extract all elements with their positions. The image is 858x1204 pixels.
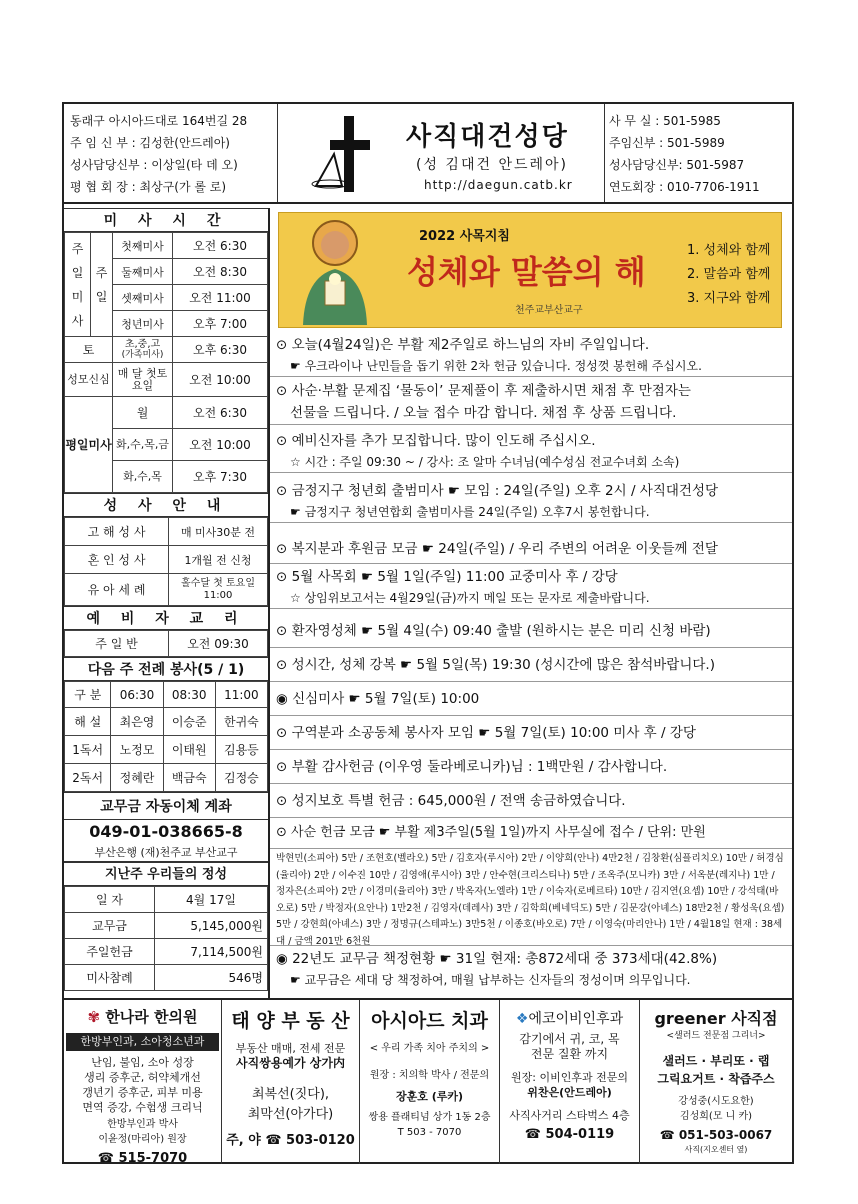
offering-value: 546명 xyxy=(155,965,268,991)
announcement-main: ⊙ 구역분과 소공동체 봉사자 모임 ☛ 5월 7일(토) 10:00 미사 후 / 강당 xyxy=(276,725,696,741)
weekday-name: 화,수,목 xyxy=(113,461,173,493)
offering-table xyxy=(64,886,268,991)
phone-pastor: 주임신부 : 501-5989 xyxy=(609,136,725,150)
ad-asiad-dental xyxy=(360,1000,500,1164)
service-header: 08:30 xyxy=(163,682,215,708)
ad-tel: 주, 야 ☎ 503-0120 xyxy=(226,1133,355,1148)
mass-name: 셋째미사 xyxy=(113,285,173,311)
service-title: 다음 주 전례 봉사(5 / 1) xyxy=(64,657,268,681)
council-president: 평 협 회 장 : 최상구(가 롤 로) xyxy=(70,180,227,194)
announcement-sub: ☛ 금정지구 청년연합회 출범미사를 24일(주일) 오후7시 봉헌합니다. xyxy=(290,505,650,519)
ad-title: 아시아드 치과 xyxy=(371,1010,488,1032)
catechism-title: 예 비 자 교 리 xyxy=(64,606,268,630)
mass-title: 미 사 시 간 xyxy=(64,208,268,232)
sacrament-value: 매 미사30분 전 xyxy=(169,518,268,546)
header-left-info xyxy=(64,104,278,202)
service-cell: 김정승 xyxy=(215,764,267,792)
ad-line: 부동산 매매, 전세 전문 xyxy=(235,1042,346,1055)
banner-point: 3. 지구와 함께 xyxy=(687,291,771,306)
mass-name: 청년미사 xyxy=(113,311,173,337)
ad-line: 원장: 이비인후과 전문의 xyxy=(511,1071,628,1084)
service-cell: 1독서 xyxy=(65,736,111,764)
ads-row xyxy=(64,998,792,1164)
ad-tel: ☎ 515-7070 xyxy=(97,1151,188,1164)
ad-line: 샐러드 · 부리또 · 랩 xyxy=(662,1054,770,1068)
sacrament-value: 홀수달 첫 토요일 11:00 xyxy=(169,574,268,606)
sacrament-title: 성 사 안 내 xyxy=(64,493,268,517)
announcement-sub: ☛ 우크라이나 난민들을 돕기 위한 2차 헌금 있습니다. 정성껏 봉헌해 주십시오. xyxy=(290,359,702,373)
banner-org: 천주교부산교구 xyxy=(515,305,583,316)
ad-line: 위찬은(안드레아) xyxy=(527,1086,612,1099)
service-cell: 해 설 xyxy=(65,708,111,736)
ad-line: < 우리 가족 치아 주치의 > xyxy=(369,1043,490,1054)
ad-line: <샐러드 전문점 그리너> xyxy=(666,1031,766,1041)
header xyxy=(64,104,792,204)
eco-logo-icon: ❖ xyxy=(515,1011,529,1027)
sacrament-name: 혼 인 성 사 xyxy=(65,546,169,574)
ad-line: 장훈호 (루카) xyxy=(395,1090,463,1103)
saturday-label: 토 xyxy=(65,337,113,363)
offering-value: 4월 17일 xyxy=(155,887,268,913)
sacrament-name: 고 해 성 사 xyxy=(65,518,169,546)
announcement xyxy=(270,616,792,648)
mass-time: 오후 7:00 xyxy=(173,311,268,337)
ad-line: 쌍용 플래티넘 상가 1동 2층 xyxy=(368,1112,491,1123)
banner-point: 2. 말씀과 함께 xyxy=(687,267,771,282)
account-number: 049-01-038665-8 xyxy=(89,822,243,841)
church-name: 사직대건성당 xyxy=(406,122,569,152)
announcement-main: ◉ 22년도 교무금 책정현황 ☛ 31일 현재: 총872세대 중 373세대(42.8%) xyxy=(276,951,718,967)
banner-year-title: 2022 사목지침 xyxy=(419,229,510,244)
church-url[interactable]: http://daegun.catb.kr xyxy=(424,178,573,192)
phone-office: 사 무 실 : 501-5985 xyxy=(609,114,721,128)
left-column xyxy=(64,208,270,998)
mass-time: 오전 6:30 xyxy=(173,233,268,259)
ad-taeyang-realestate xyxy=(222,1000,360,1164)
header-center xyxy=(278,104,604,202)
service-cell: 2독서 xyxy=(65,764,111,792)
ad-dept: 한방부인과, 소아청소년과 xyxy=(66,1033,219,1051)
first-saturday-time: 오전 10:00 xyxy=(173,363,268,397)
first-saturday-name: 매 달 첫토요일 xyxy=(113,363,173,397)
ad-title: ❖에코이비인후과 xyxy=(515,1011,624,1027)
weekday-name: 화,수,목,금 xyxy=(113,429,173,461)
church-subtitle: (성 김대건 안드레아) xyxy=(416,157,569,173)
ad-tel: ☎ 051-503-0067 xyxy=(659,1128,773,1142)
sacrament-value: 1개월 전 신청 xyxy=(169,546,268,574)
account-title: 교무금 자동이체 계좌 xyxy=(64,792,268,820)
announcement-main: ◉ 신심미사 ☛ 5월 7일(토) 10:00 xyxy=(276,691,480,707)
announcement-main: ⊙ 부활 감사헌금 (이우영 둘라베로니카)님 : 1백만원 / 감사합니다. xyxy=(276,759,668,775)
mass-time: 오전 8:30 xyxy=(173,259,268,285)
saint-figure-icon xyxy=(285,217,385,327)
announcement-main: ⊙ 복지분과 후원금 모금 ☛ 24일(주일) / 우리 주변의 어려운 이웃들께 전달 xyxy=(276,541,718,557)
service-header: 06:30 xyxy=(111,682,163,708)
announcement-main: ⊙ 사순 헌금 모금 ☛ 부활 제3주일(5월 1일)까지 사무실에 접수 / 단위: 만원 xyxy=(276,825,706,840)
mass-time: 오전 11:00 xyxy=(173,285,268,311)
offering-value: 7,114,500원 xyxy=(155,939,268,965)
phone-assistant: 성사담당신부: 501-5987 xyxy=(609,158,745,172)
ad-line: 한방부인과 박사 xyxy=(107,1119,178,1130)
service-cell: 한귀숙 xyxy=(215,708,267,736)
ad-line: 김성희(모 니 카) xyxy=(679,1111,753,1122)
ad-line: 그릭요거트 · 착즙주스 xyxy=(657,1072,775,1086)
announcement-main: ⊙ 금정지구 청년회 출범미사 ☛ 모임 : 24일(주일) 오후 2시 / 사직대건성당 xyxy=(276,483,719,499)
announcement xyxy=(270,430,792,473)
service-cell: 최은영 xyxy=(111,708,163,736)
church-logo-icon xyxy=(308,114,388,194)
announcement xyxy=(270,948,792,998)
ad-line: 사직쌍용예가 상가内 xyxy=(236,1056,345,1070)
service-cell: 정혜란 xyxy=(111,764,163,792)
ad-line: 이윤정(마리아) 원장 xyxy=(98,1134,187,1145)
catechism-name: 주 일 반 xyxy=(65,631,169,657)
assistant-priest: 성사담당신부 : 이상일(타 데 오) xyxy=(70,158,238,172)
ad-line: 난임, 불임, 소아 성장 xyxy=(91,1056,194,1069)
announcement-sub: 선물을 드립니다. / 오늘 접수 마감 합니다. 채점 후 상품 드립니다. xyxy=(290,405,677,421)
announcement-main: ⊙ 성지보호 특별 헌금 : 645,000원 / 전액 송금하였습니다. xyxy=(276,793,626,809)
sacrament-table xyxy=(64,517,268,606)
announcement xyxy=(270,334,792,377)
phone-council: 연도회장 : 010-7706-1911 xyxy=(609,180,760,194)
ad-line: 생리 증후군, 허약체개선 xyxy=(84,1071,201,1084)
service-table xyxy=(64,681,268,792)
ad-tel: ☎ 504-0119 xyxy=(524,1127,615,1142)
pastor: 주 임 신 부 : 김성한(안드레아) xyxy=(70,136,230,150)
ad-hannara-clinic xyxy=(64,1000,222,1164)
announcement-main: ⊙ 성시간, 성체 강복 ☛ 5월 5일(목) 19:30 (성시간에 많은 참석바랍니다.) xyxy=(276,657,715,673)
service-header: 11:00 xyxy=(215,682,267,708)
announcement xyxy=(270,684,792,716)
address: 동래구 아시아드대로 164번길 28 xyxy=(70,114,248,128)
donor-list xyxy=(270,848,792,946)
mass-name: 둘째미사 xyxy=(113,259,173,285)
pastoral-banner xyxy=(278,212,782,328)
announcement-sub: ☆ 시간 : 주일 09:30 ~ / 강사: 조 알마 수녀님(예수성심 전교수녀회 소속) xyxy=(290,455,680,469)
announcement-main: ⊙ 오늘(4월24일)은 부활 제2주일로 하느님의 자비 주일입니다. xyxy=(276,337,650,353)
announcement-main: ⊙ 환자영성체 ☛ 5월 4일(수) 09:40 출발 (원하시는 분은 미리 신청 바람) xyxy=(276,623,711,639)
catechism-table xyxy=(64,630,268,657)
ad-line: 면역 증강, 수험생 크리닉 xyxy=(82,1101,203,1114)
service-cell: 이태원 xyxy=(163,736,215,764)
bulletin-page xyxy=(62,102,794,1164)
offering-name: 미사참례 xyxy=(65,965,155,991)
sunday-label: 주 일 미 사 xyxy=(65,233,91,337)
service-cell: 이승준 xyxy=(163,708,215,736)
ad-line: 강성중(시도요한) xyxy=(678,1096,754,1107)
sunday-short: 주 일 xyxy=(91,233,113,337)
offering-name: 주일헌금 xyxy=(65,939,155,965)
banner-slogan: 성체와 말씀의 해 xyxy=(407,253,646,291)
sacrament-name: 유 아 세 례 xyxy=(65,574,169,606)
header-phones xyxy=(604,104,792,202)
first-saturday-label: 성모신심 xyxy=(65,363,113,397)
announcement-sub: ☆ 상임위보고서는 4월29일(금)까지 메일 또는 문자로 제출바랍니다. xyxy=(290,591,650,605)
ad-line: 전문 질환 까지 xyxy=(530,1047,609,1061)
service-cell: 노정모 xyxy=(111,736,163,764)
service-cell: 백금숙 xyxy=(163,764,215,792)
ad-line: 갱년기 증후군, 피부 미용 xyxy=(82,1086,203,1099)
ad-greener xyxy=(640,1000,792,1164)
announcement-main: ⊙ 5월 사목회 ☛ 5월 1일(주일) 11:00 교중미사 후 / 강당 xyxy=(276,569,618,585)
ad-tel: T 503 - 7070 xyxy=(397,1127,462,1138)
announcement xyxy=(270,566,792,609)
announcement-main: ⊙ 사순·부활 문제집 ‘물동이’ 문제풀이 후 제출하시면 채점 후 만점자는 xyxy=(276,383,691,399)
announcement-sub: ☛ 교무금은 세대 당 책정하여, 매월 납부하는 신자들의 정성이며 의무입니다. xyxy=(290,973,691,987)
announcement xyxy=(270,480,792,523)
announcement-main: ⊙ 예비신자를 추가 모집합니다. 많이 인도해 주십시오. xyxy=(276,433,596,449)
weekday-time: 오후 7:30 xyxy=(173,461,268,493)
ad-line: 사직(지오센터 옆) xyxy=(684,1145,748,1154)
weekday-name: 월 xyxy=(113,397,173,429)
banner-points xyxy=(687,239,770,311)
donor-list-text: 박현민(소피아) 5만 / 조현호(벨라오) 5만 / 김호자(루시아) 2만 / 이양희(안나) 4만2천 / 김창환(심플리치오) 10만 / 허경심(율리아) 2만 / 이수진 10만 / 김영애(루시아) 3만 / 안수현(크리스티나) 5만 / 조옥주(모니카) 3만 / 서옥분(레지나) 1만 / 정자은(소피아) 2만 / 이경미(율리아) 3만 / 박옥자(노엘라) 1만 / 이숙자(로베르타) 10만 / 김지연(요셉) 10만 / 강석태(바오로) 5만 / 박정자(요안나) 1만2천 / 김영자(데레사) 3만 / 김학희(베네딕도) 5만 / 김문강(아녜스) 18만2천 / 황성욱(요셉) 5만 / 강현희(아녜스) 3만 / 정명규(스테파노) 3만5천 / 이종호(바오로) 7만 / 이영숙(마리안나) 1만 / 4월18일 현재 : 38세대 / 금액 201만 6천원 xyxy=(276,853,785,947)
service-header: 구 분 xyxy=(65,682,111,708)
ad-eco-ent-clinic xyxy=(500,1000,640,1164)
ad-line: 최막선(아가다) xyxy=(247,1107,334,1122)
ad-line: 최복선(짓다), xyxy=(251,1087,330,1102)
ad-line: 원장 : 치의학 박사 / 전문의 xyxy=(369,1070,490,1081)
right-column xyxy=(270,208,792,998)
announcement xyxy=(270,650,792,682)
account-bank: 부산은행 (재)천주교 부산교구 xyxy=(64,844,268,862)
weekday-time: 오전 6:30 xyxy=(173,397,268,429)
ad-title: 태 양 부 동 산 xyxy=(231,1010,350,1032)
announcement xyxy=(270,380,792,425)
flower-icon: ✾ xyxy=(87,1008,101,1026)
ad-title: greener 사직점 xyxy=(654,1009,778,1028)
announcement xyxy=(270,534,792,564)
announcement xyxy=(270,820,792,848)
announcement xyxy=(270,752,792,784)
catechism-time: 오전 09:30 xyxy=(169,631,268,657)
mass-table xyxy=(64,232,268,493)
weekday-time: 오전 10:00 xyxy=(173,429,268,461)
saturday-mass-time: 오후 6:30 xyxy=(173,337,268,363)
announcement xyxy=(270,718,792,750)
ad-line: 사직사거리 스타벅스 4층 xyxy=(509,1109,630,1122)
ad-title: ✾ 한나라 한의원 xyxy=(87,1008,198,1026)
offering-title: 지난주 우리들의 정성 xyxy=(64,862,268,886)
offering-name: 교무금 xyxy=(65,913,155,939)
mass-name: 첫째미사 xyxy=(113,233,173,259)
banner-point: 1. 성체와 함께 xyxy=(687,243,771,258)
offering-name: 일 자 xyxy=(65,887,155,913)
ad-line: 감기에서 귀, 코, 목 xyxy=(519,1032,620,1046)
announcement xyxy=(270,786,792,818)
weekday-label: 평일미사 xyxy=(65,397,113,493)
saturday-mass-name: 초,중,고 (가족미사) xyxy=(113,337,173,363)
offering-value: 5,145,000원 xyxy=(155,913,268,939)
service-cell: 김용등 xyxy=(215,736,267,764)
